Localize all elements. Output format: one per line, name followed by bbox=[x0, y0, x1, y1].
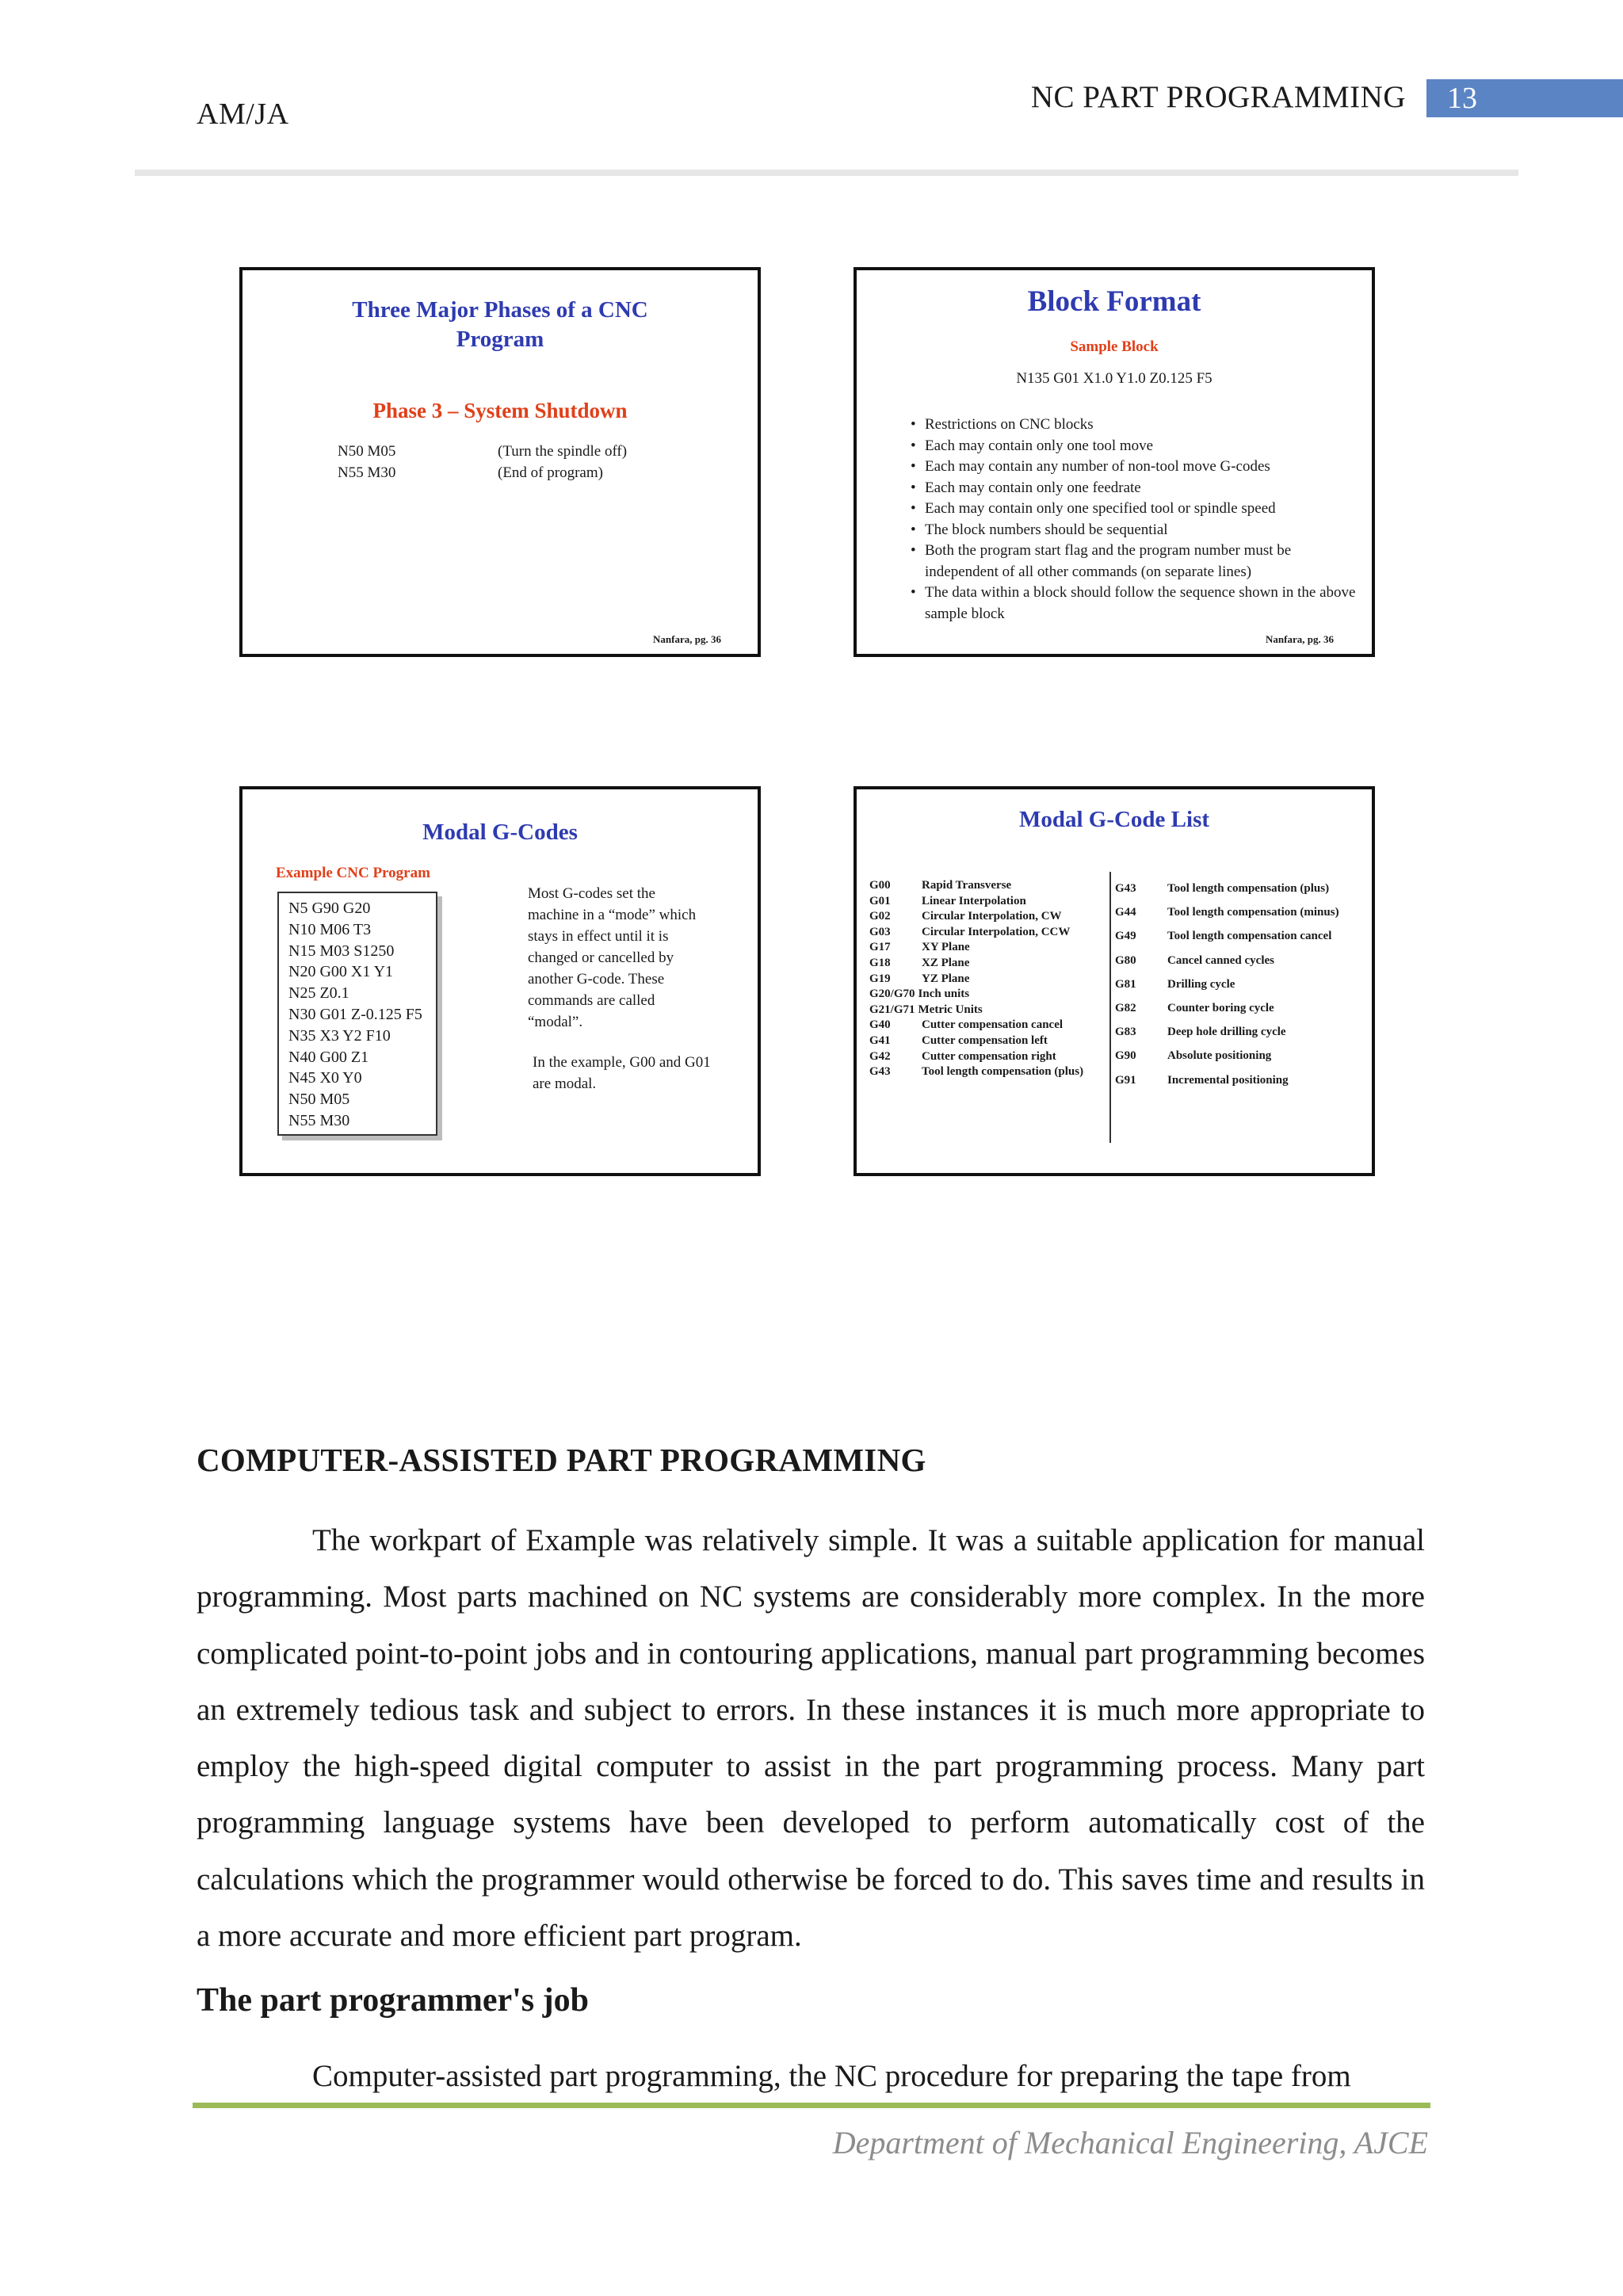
g-code: G43 bbox=[1115, 882, 1136, 895]
g-code: G49 bbox=[1115, 930, 1136, 943]
g-code: G19 bbox=[869, 972, 891, 985]
g-code-row bbox=[869, 1049, 1083, 1065]
code-line: N15 M03 S1250 bbox=[288, 942, 395, 960]
list-item: • Each may contain only one tool move bbox=[911, 436, 1362, 457]
slide-title: Block Format bbox=[1027, 285, 1201, 318]
g-code-desc: Metric Units bbox=[918, 1003, 983, 1016]
g-code: G90 bbox=[1115, 1049, 1136, 1063]
g-code-row bbox=[1115, 900, 1339, 924]
g-code-desc: Cutter compensation cancel bbox=[922, 1018, 1064, 1032]
g-code-list-right bbox=[1115, 877, 1339, 1092]
slide-source: Nanfara, pg. 36 bbox=[653, 633, 721, 645]
g-code: G40 bbox=[869, 1018, 891, 1032]
g-code-row bbox=[869, 878, 1083, 894]
g-code-row bbox=[1115, 1068, 1339, 1092]
g-code-desc: XY Plane bbox=[922, 941, 970, 954]
g-code: G03 bbox=[869, 925, 891, 938]
g-code-desc: Deep hole drilling cycle bbox=[1167, 1026, 1286, 1039]
g-code-desc: Cutter compensation left bbox=[922, 1033, 1048, 1047]
g-code: G91 bbox=[1115, 1073, 1136, 1087]
g-code-row bbox=[869, 987, 1083, 1003]
g-code: G21/G71 bbox=[869, 1003, 915, 1016]
g-code-row bbox=[1115, 996, 1339, 1020]
list-item: • Both the program start flag and the program number must be independent of all other commands (on separate lines) bbox=[911, 541, 1362, 583]
g-code: G41 bbox=[869, 1033, 891, 1047]
g-code-desc: Rapid Transverse bbox=[922, 879, 1012, 892]
g-code-desc: Linear Interpolation bbox=[922, 894, 1026, 907]
code-line: N30 G01 Z-0.125 F5 bbox=[288, 1005, 422, 1023]
modal-description: Most G-codes set the machine in a “mode” which stays in effect until it is changed or cancelled by another G-code. These commands are called “modal”. bbox=[528, 885, 697, 1030]
sub-heading: The part programmer's job bbox=[197, 1982, 589, 2019]
code-line: N10 M06 T3 bbox=[288, 920, 372, 938]
code-line: N55 M30 bbox=[288, 1111, 350, 1129]
g-code: G02 bbox=[869, 910, 891, 923]
list-item: • Restrictions on CNC blocks bbox=[911, 415, 1362, 436]
slide-title-line2: Program bbox=[456, 327, 544, 352]
g-code: G43 bbox=[869, 1065, 891, 1079]
code-comment: (Turn the spindle off) bbox=[498, 443, 628, 460]
page-number-badge bbox=[1426, 79, 1623, 117]
modal-example-note: In the example, G00 and G01 are modal. bbox=[533, 1054, 711, 1092]
g-code-row bbox=[1115, 877, 1339, 900]
code-comment: (End of program) bbox=[498, 464, 603, 481]
g-code: G18 bbox=[869, 956, 891, 969]
column-divider bbox=[1109, 872, 1111, 1143]
list-item: • The data within a block should follow the sequence shown in the above sample block bbox=[911, 583, 1362, 625]
code-line: N20 G00 X1 Y1 bbox=[288, 963, 394, 981]
g-code-desc: Cancel canned cycles bbox=[1167, 953, 1274, 967]
code-line: N40 G00 Z1 bbox=[288, 1048, 369, 1066]
g-code-row bbox=[1115, 949, 1339, 972]
g-code-desc: YZ Plane bbox=[922, 972, 970, 985]
g-code-desc: Drilling cycle bbox=[1167, 977, 1235, 991]
g-code-row bbox=[869, 1018, 1083, 1033]
code-line: N50 M05 bbox=[288, 1091, 350, 1109]
g-code-row bbox=[869, 940, 1083, 956]
footer-department: Department of Mechanical Engineering, AJCE bbox=[832, 2125, 1428, 2160]
g-code-desc: Tool length compensation (plus) bbox=[1167, 882, 1330, 895]
body-paragraph: Computer-assisted part programming, the NC procedure for preparing the tape from bbox=[312, 2059, 1351, 2093]
g-code-row bbox=[869, 894, 1083, 910]
list-item: • Each may contain only one feedrate bbox=[911, 478, 1362, 499]
g-code: G20/G70 bbox=[869, 988, 915, 1001]
slide-modal-g-codes bbox=[239, 786, 761, 1176]
g-code: G83 bbox=[1115, 1026, 1136, 1039]
g-code: G81 bbox=[1115, 977, 1136, 991]
g-code-desc: Incremental positioning bbox=[1167, 1073, 1289, 1087]
g-code-row bbox=[1115, 1044, 1339, 1068]
g-code-desc: Tool length compensation (minus) bbox=[1167, 906, 1339, 919]
g-code-row bbox=[869, 925, 1083, 941]
g-code: G80 bbox=[1115, 953, 1136, 967]
code-line: N35 X3 Y2 F10 bbox=[288, 1026, 391, 1045]
section-heading: COMPUTER-ASSISTED PART PROGRAMMING bbox=[197, 1442, 926, 1478]
code-line: N5 G90 G20 bbox=[288, 900, 371, 917]
g-code: G82 bbox=[1115, 1002, 1136, 1015]
slide-title: Modal G-Codes bbox=[422, 819, 578, 845]
g-code-desc: XZ Plane bbox=[922, 956, 970, 969]
g-code-desc: Inch units bbox=[918, 988, 970, 1001]
code-line: N50 M05 bbox=[338, 443, 396, 460]
g-code-row bbox=[869, 956, 1083, 972]
slide-title bbox=[242, 297, 758, 353]
restrictions-list bbox=[911, 415, 1362, 625]
slide-source: Nanfara, pg. 36 bbox=[1266, 633, 1334, 645]
footer-divider bbox=[193, 2103, 1430, 2108]
g-code-list-left bbox=[869, 878, 1083, 1080]
g-code-desc: Circular Interpolation, CW bbox=[922, 910, 1062, 923]
g-code-row bbox=[1115, 972, 1339, 996]
g-code-row bbox=[1115, 1020, 1339, 1044]
g-code-desc: Tool length compensation (plus) bbox=[922, 1065, 1084, 1079]
g-code-desc: Counter boring cycle bbox=[1167, 1002, 1274, 1015]
g-code: G01 bbox=[869, 894, 891, 907]
g-code-row bbox=[869, 909, 1083, 925]
slide-subtitle: Example CNC Program bbox=[276, 865, 430, 881]
header-author: AM/JA bbox=[197, 97, 289, 131]
g-code-desc: Circular Interpolation, CCW bbox=[922, 925, 1071, 938]
header-title: NC PART PROGRAMMING bbox=[1030, 80, 1406, 114]
g-code: G42 bbox=[869, 1049, 891, 1063]
body-paragraph: The workpart of Example was relatively simple. It was a suitable application for manual programming. Most parts machined on NC systems are considerably more complex. In the more complicated point-to-point jobs and in contouring applications, manual part programming becomes an extremely tedious task and subject to errors. In these instances it is much more appropriate to employ the high-speed digital computer to assist in the part programming process. Many part programming language systems have been developed to perform automatically cost of the calculations which the programmer would otherwise be forced to do. This saves time and results in a more accurate and more efficient part program. bbox=[197, 1523, 1425, 1954]
g-code-row bbox=[869, 1003, 1083, 1018]
g-code: G00 bbox=[869, 879, 891, 892]
example-program-box bbox=[277, 892, 437, 1136]
g-code: G17 bbox=[869, 941, 891, 954]
slide-title: Modal G-Code List bbox=[1018, 807, 1210, 832]
g-code-desc: Cutter compensation right bbox=[922, 1049, 1056, 1063]
g-code: G44 bbox=[1115, 906, 1136, 919]
header-divider bbox=[135, 170, 1518, 176]
g-code-row bbox=[869, 972, 1083, 988]
slide-block-format bbox=[854, 267, 1375, 657]
page-number: 13 bbox=[1447, 82, 1477, 115]
code-line: N55 M30 bbox=[338, 464, 396, 481]
slide-subtitle: Sample Block bbox=[1070, 338, 1159, 355]
code-line: N25 Z0.1 bbox=[288, 984, 349, 1003]
code-line: N45 X0 Y0 bbox=[288, 1069, 362, 1087]
list-item: • Each may contain any number of non-tool move G-codes bbox=[911, 457, 1362, 478]
list-item: • Each may contain only one specified tool or spindle speed bbox=[911, 499, 1362, 520]
slide-modal-g-code-list bbox=[854, 786, 1375, 1176]
slide-subtitle: Phase 3 – System Shutdown bbox=[372, 399, 628, 422]
list-item: • The block numbers should be sequential bbox=[911, 520, 1362, 541]
g-code-row bbox=[869, 1064, 1083, 1080]
g-code-desc: Tool length compensation cancel bbox=[1167, 930, 1332, 943]
slide-three-phases bbox=[239, 267, 761, 657]
g-code-row bbox=[869, 1033, 1083, 1049]
slide-title-line1: Three Major Phases of a CNC bbox=[352, 297, 648, 323]
sample-block: N135 G01 X1.0 Y1.0 Z0.125 F5 bbox=[1016, 370, 1212, 387]
g-code-row bbox=[1115, 924, 1339, 948]
g-code-desc: Absolute positioning bbox=[1167, 1049, 1272, 1063]
